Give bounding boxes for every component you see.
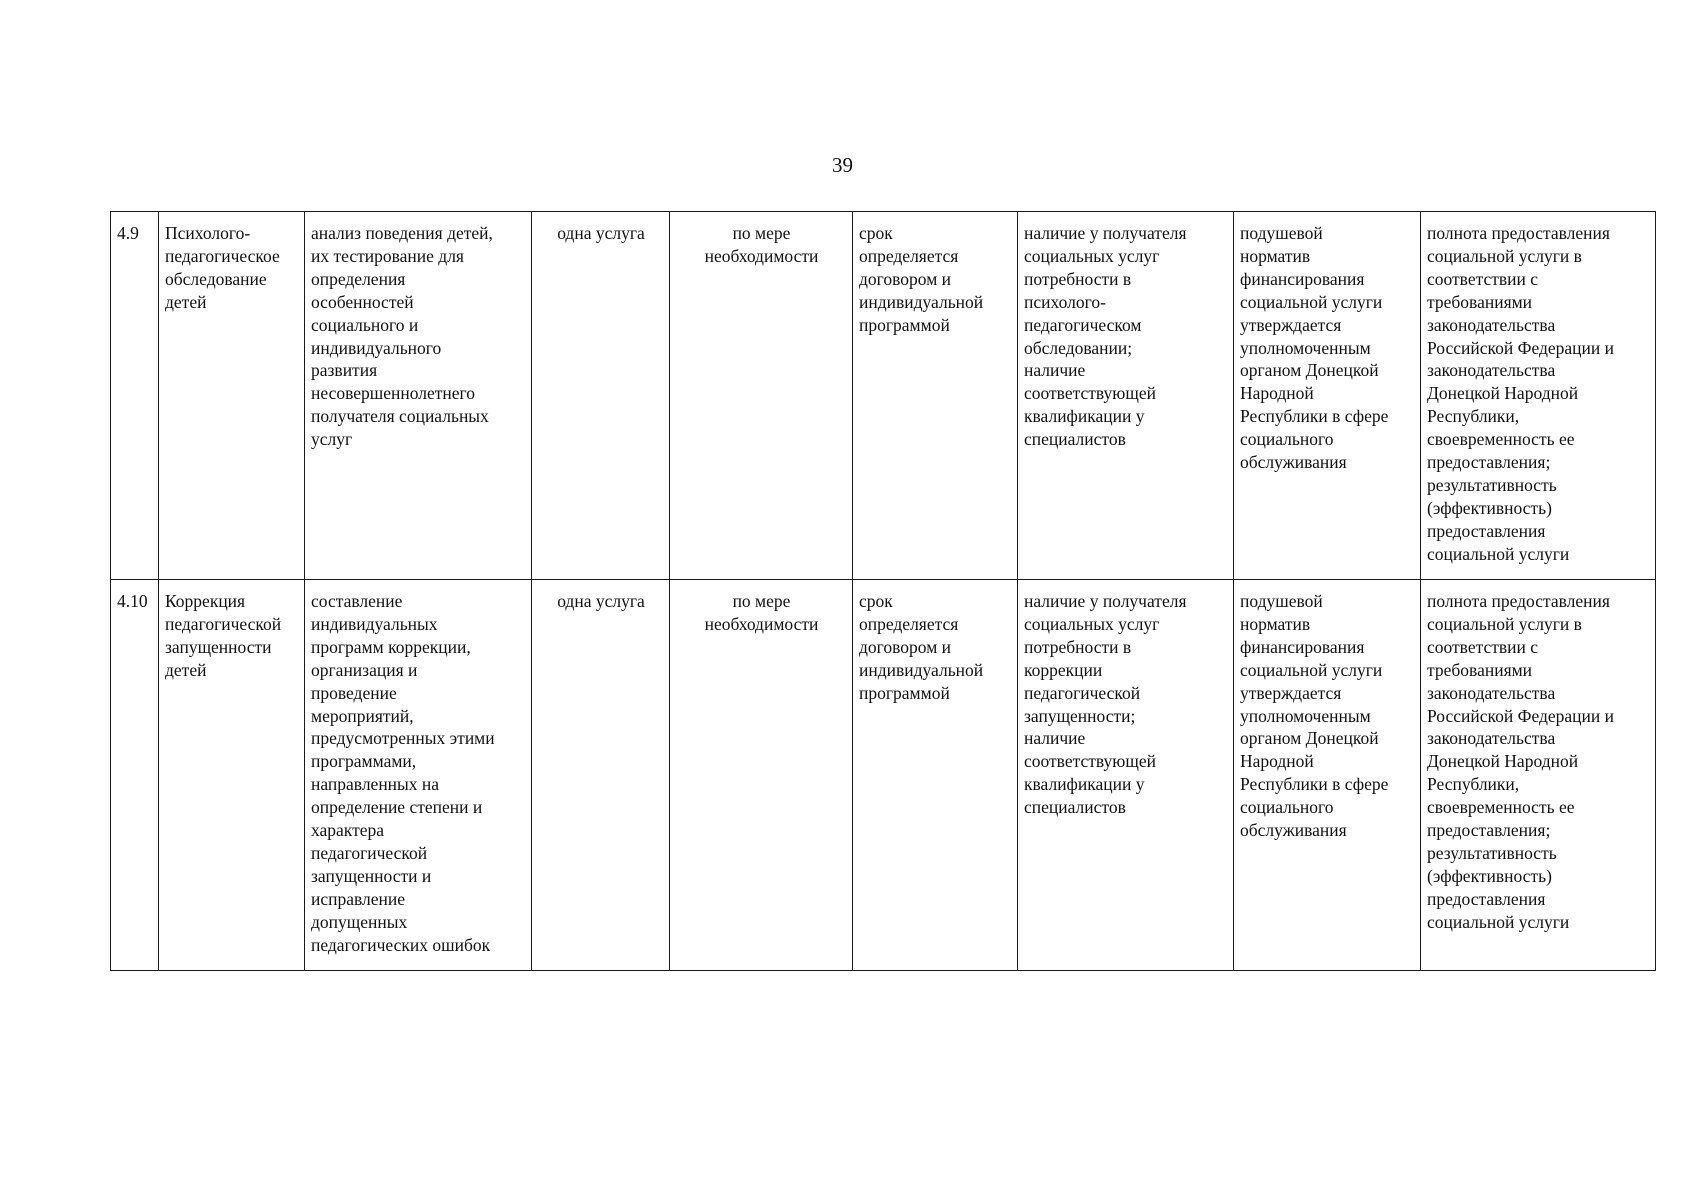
cell-financing xyxy=(1234,580,1421,971)
cell-text-line: социальных услуг xyxy=(1024,245,1160,266)
cell-text-line: социальной услуги в xyxy=(1427,245,1582,266)
cell-text-line: квалификации у xyxy=(1024,774,1145,795)
cell-text-line: несовершеннолетнего xyxy=(311,383,476,404)
cell-text-line: программой xyxy=(859,682,950,703)
cell-text-line: детей xyxy=(165,659,207,680)
cell-text-line: финансирования xyxy=(1240,636,1365,657)
cell-text-line: индивидуальных xyxy=(311,613,438,634)
cell-service-content xyxy=(305,580,532,971)
cell-text-line: особенностей xyxy=(311,291,414,312)
cell-text-line: уполномоченным xyxy=(1240,337,1371,358)
cell-frequency xyxy=(670,212,853,580)
cell-text-line: Коррекция xyxy=(165,591,246,611)
cell-text-line: услуг xyxy=(311,429,353,450)
cell-text-line: характера xyxy=(311,820,385,841)
cell-text-line: определение степени и xyxy=(311,797,483,818)
cell-text-line: договором и xyxy=(859,636,952,657)
cell-text-line: индивидуальной xyxy=(859,659,984,680)
cell-unit xyxy=(532,212,670,580)
cell-text-line: социальной услуги xyxy=(1427,543,1570,564)
cell-service-name xyxy=(159,580,305,971)
cell-text-line: наличие xyxy=(1024,728,1086,749)
cell-text-line: педагогической xyxy=(1024,682,1141,703)
cell-text-line: одна услуга xyxy=(557,591,645,611)
cell-text-line: обследовании; xyxy=(1024,337,1133,358)
cell-text-line: полнота предоставления xyxy=(1427,591,1610,611)
cell-text-line: мероприятий, xyxy=(311,705,414,726)
cell-quality xyxy=(1421,580,1656,971)
cell-text-line: полнота предоставления xyxy=(1427,223,1610,243)
cell-text-line: норматив xyxy=(1240,613,1311,634)
cell-text-line: по мере xyxy=(732,591,791,611)
cell-text-line: подушевой xyxy=(1240,591,1323,611)
cell-text-line: социальной услуги xyxy=(1240,291,1383,312)
cell-text-line: утверждается xyxy=(1240,314,1342,335)
cell-text-line: определения xyxy=(311,268,406,289)
cell-service-name xyxy=(159,212,305,580)
cell-text-line: Республики, xyxy=(1427,774,1520,795)
cell-text-line: запущенности xyxy=(165,636,272,657)
services-table xyxy=(110,211,1656,971)
cell-conditions xyxy=(1018,580,1234,971)
cell-text-line: предоставления xyxy=(1427,520,1546,541)
cell-text-line: квалификации у xyxy=(1024,406,1145,427)
cell-text-line: Республики, xyxy=(1427,406,1520,427)
cell-text-line: индивидуальной xyxy=(859,291,984,312)
cell-text-line: составление xyxy=(311,591,403,611)
cell-text-line: программ коррекции, xyxy=(311,636,471,657)
cell-text-line: своевременность ее xyxy=(1427,429,1575,450)
cell-text-line: специалистов xyxy=(1024,797,1126,818)
cell-text-line: срок xyxy=(859,223,893,243)
cell-text-line: допущенных xyxy=(311,911,408,932)
cell-text-line: Донецкой Народной xyxy=(1427,751,1579,772)
page-number: 39 xyxy=(832,153,853,177)
cell-text-line: педагогических ошибок xyxy=(311,934,491,955)
cell-text-line: результативность xyxy=(1427,842,1557,863)
cell-text-line: соответствующей xyxy=(1024,383,1156,404)
cell-text-line: их тестирование для xyxy=(311,245,464,266)
cell-text-line: наличие у получателя xyxy=(1024,591,1187,611)
cell-text-line: детей xyxy=(165,291,207,312)
cell-text-line: Республики в сфере xyxy=(1240,406,1389,427)
cell-text-line: развития xyxy=(311,360,378,381)
cell-text-line: программой xyxy=(859,314,950,335)
cell-conditions xyxy=(1018,212,1234,580)
cell-text-line: специалистов xyxy=(1024,429,1126,450)
cell-text-line: соответствующей xyxy=(1024,751,1156,772)
cell-financing xyxy=(1234,212,1421,580)
cell-text-line: Народной xyxy=(1240,751,1314,772)
cell-text-line: предусмотренных этими xyxy=(311,728,495,749)
cell-text-line: норматив xyxy=(1240,245,1311,266)
cell-text-line: законодательства xyxy=(1427,728,1556,749)
cell-text-line: Народной xyxy=(1240,383,1314,404)
cell-text-line: Психолого- xyxy=(165,223,251,243)
cell-text-line: социального и xyxy=(311,314,419,335)
cell-text-line: одна услуга xyxy=(557,223,645,243)
cell-text-line: (эффективность) xyxy=(1427,865,1552,886)
cell-text-line: предоставления; xyxy=(1427,452,1551,473)
cell-text-line: социального xyxy=(1240,429,1334,450)
cell-text-line: законодательства xyxy=(1427,360,1556,381)
cell-text-line: программами, xyxy=(311,751,417,772)
cell-text-line: наличие у получателя xyxy=(1024,223,1187,243)
cell-text-line: направленных на xyxy=(311,774,440,795)
cell-text-line: определяется xyxy=(859,245,959,266)
cell-text-line: требованиями xyxy=(1427,659,1533,680)
cell-text-line: обслуживания xyxy=(1240,452,1347,473)
cell-text-line: органом Донецкой xyxy=(1240,728,1379,749)
cell-text-line: необходимости xyxy=(704,613,819,634)
cell-text-line: соответствии с xyxy=(1427,636,1539,657)
cell-number: 4.10 xyxy=(111,580,159,971)
cell-text-line: педагогической xyxy=(165,613,282,634)
cell-number: 4.9 xyxy=(111,212,159,580)
cell-term xyxy=(853,580,1018,971)
cell-text-line: педагогическом xyxy=(1024,314,1142,335)
cell-text-line: наличие xyxy=(1024,360,1086,381)
cell-text-line: уполномоченным xyxy=(1240,705,1371,726)
cell-quality xyxy=(1421,212,1656,580)
cell-term xyxy=(853,212,1018,580)
cell-text-line: предоставления; xyxy=(1427,820,1551,841)
cell-text-line: исправление xyxy=(311,888,406,909)
cell-text-line: коррекции xyxy=(1024,659,1103,680)
cell-service-content xyxy=(305,212,532,580)
cell-text-line: получателя социальных xyxy=(311,406,489,427)
cell-text-line: запущенности; xyxy=(1024,705,1136,726)
cell-text-line: социальной услуги в xyxy=(1427,613,1582,634)
cell-text-line: социального xyxy=(1240,797,1334,818)
cell-text-line: обслуживания xyxy=(1240,820,1347,841)
cell-text-line: органом Донецкой xyxy=(1240,360,1379,381)
cell-text-line: (эффективность) xyxy=(1427,497,1552,518)
cell-text-line: социальной услуги xyxy=(1427,911,1570,932)
cell-text-line: проведение xyxy=(311,682,397,703)
cell-text-line: анализ поведения детей, xyxy=(311,223,493,243)
cell-text-line: финансирования xyxy=(1240,268,1365,289)
cell-frequency xyxy=(670,580,853,971)
cell-text-line: потребности в xyxy=(1024,268,1132,289)
cell-text-line: обследование xyxy=(165,268,267,289)
cell-text-line: психолого- xyxy=(1024,291,1106,312)
cell-text-line: Российской Федерации и xyxy=(1427,337,1615,358)
cell-text-line: договором и xyxy=(859,268,952,289)
cell-text-line: предоставления xyxy=(1427,888,1546,909)
cell-text-line: своевременность ее xyxy=(1427,797,1575,818)
cell-text-line: педагогической xyxy=(311,842,428,863)
cell-text-line: индивидуального xyxy=(311,337,442,358)
cell-text-line: определяется xyxy=(859,613,959,634)
cell-unit xyxy=(532,580,670,971)
cell-text-line: срок xyxy=(859,591,893,611)
cell-text-line: организация и xyxy=(311,659,418,680)
cell-text-line: педагогическое xyxy=(165,245,280,266)
cell-text-line: Российской Федерации и xyxy=(1427,705,1615,726)
cell-text-line: требованиями xyxy=(1427,291,1533,312)
cell-text-line: Республики в сфере xyxy=(1240,774,1389,795)
cell-text-line: законодательства xyxy=(1427,314,1556,335)
cell-text-line: результативность xyxy=(1427,474,1557,495)
cell-text-line: Донецкой Народной xyxy=(1427,383,1579,404)
table-row xyxy=(111,212,1656,580)
cell-text-line: законодательства xyxy=(1427,682,1556,703)
cell-text-line: социальной услуги xyxy=(1240,659,1383,680)
cell-text-line: запущенности и xyxy=(311,865,432,886)
cell-text-line: социальных услуг xyxy=(1024,613,1160,634)
cell-text-line: утверждается xyxy=(1240,682,1342,703)
cell-text-line: потребности в xyxy=(1024,636,1132,657)
table-row xyxy=(111,580,1656,971)
cell-text-line: необходимости xyxy=(704,245,819,266)
cell-text-line: соответствии с xyxy=(1427,268,1539,289)
cell-text-line: подушевой xyxy=(1240,223,1323,243)
cell-text-line: по мере xyxy=(732,223,791,243)
